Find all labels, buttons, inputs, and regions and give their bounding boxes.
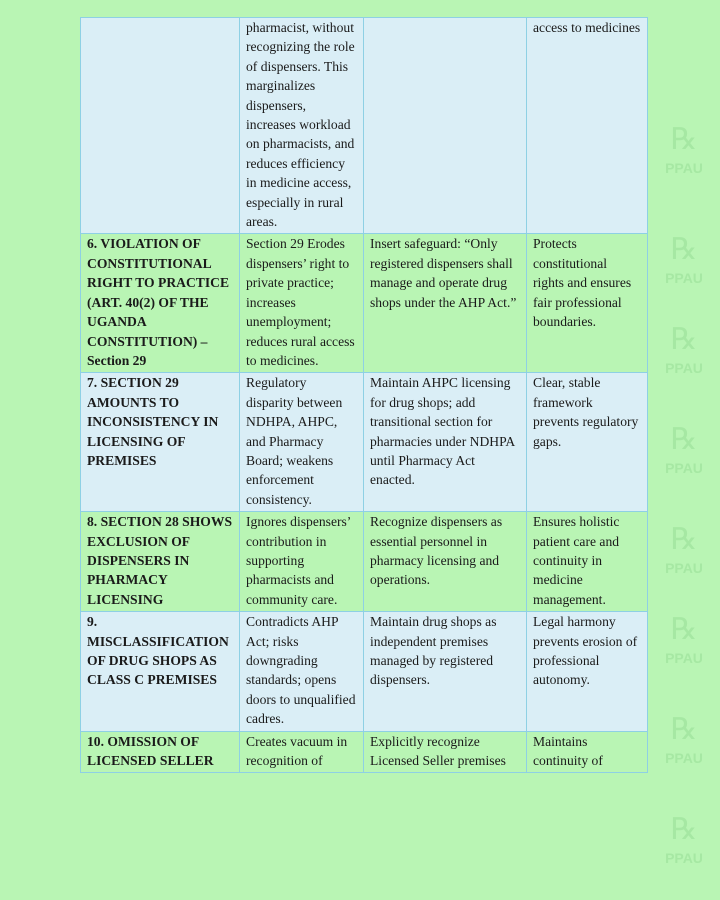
rx-mortar-pestle-icon: ℞ (670, 423, 698, 456)
rx-mortar-pestle-icon: ℞ (670, 713, 698, 746)
table-row (81, 731, 648, 773)
watermark-logo (656, 610, 712, 680)
watermark-logo (656, 810, 712, 880)
impact-cell: Regulatory disparity between NDHPA, AHPC, and Pharmacy Board; weakens enforcement consistency. (240, 373, 364, 512)
recommendation-cell: Maintain drug shops as independent premises managed by registered dispensers. (364, 612, 527, 731)
table-row (81, 234, 648, 373)
rx-mortar-pestle-icon: ℞ (670, 813, 698, 846)
issue-cell: 8. SECTION 28 SHOWS EXCLUSION OF DISPENSERS IN PHARMACY LICENSING (81, 512, 240, 612)
impact-cell: Creates vacuum in recognition of (240, 731, 364, 773)
rx-mortar-pestle-icon: ℞ (670, 523, 698, 556)
table-row (81, 612, 648, 731)
table-row (81, 512, 648, 612)
recommendation-cell: Maintain AHPC licensing for drug shops; add transitional section for pharmacies under NDHPA until Pharmacy Act enacted. (364, 373, 527, 512)
watermark-logo (656, 520, 712, 590)
watermark-logo (656, 230, 712, 300)
impact-cell: Ignores dispensers’ contribution in supporting pharmacists and community care. (240, 512, 364, 612)
rx-mortar-pestle-icon: ℞ (670, 233, 698, 266)
watermark-logo (656, 120, 712, 190)
impact-cell: Contradicts AHP Act; risks downgrading standards; opens doors to unqualified cadres. (240, 612, 364, 731)
rx-mortar-pestle-icon: ℞ (670, 323, 698, 356)
justification-cell: Legal harmony prevents erosion of professional autonomy. (527, 612, 648, 731)
issue-cell (81, 18, 240, 234)
issue-cell: 6. VIOLATION OF CONSTITUTIONAL RIGHT TO PRACTICE (ART. 40(2) OF THE UGANDA CONSTITUTION) – Section 29 (81, 234, 240, 373)
table-row (81, 18, 648, 234)
recommendation-cell: Insert safeguard: “Only registered dispensers shall manage and operate drug shops under the AHP Act.” (364, 234, 527, 373)
watermark-logo (656, 420, 712, 490)
impact-cell: pharmacist, without recognizing the role of dispensers. This marginalizes dispensers, increases workload on pharmacists, and reduces efficiency in medicine access, especially in rural areas. (240, 18, 364, 234)
policy-review-table (80, 17, 648, 773)
watermark-logo (656, 710, 712, 780)
watermark-logo (656, 320, 712, 390)
recommendation-cell: Recognize dispensers as essential personnel in pharmacy licensing and operations. (364, 512, 527, 612)
table-row (81, 373, 648, 512)
recommendation-cell: Explicitly recognize Licensed Seller premises (364, 731, 527, 773)
watermark-text: PPAU (665, 850, 703, 866)
justification-cell: access to medicines (527, 18, 648, 234)
watermark-text: PPAU (665, 560, 703, 576)
rx-mortar-pestle-icon: ℞ (670, 123, 698, 156)
recommendation-cell (364, 18, 527, 234)
justification-cell: Maintains continuity of (527, 731, 648, 773)
watermark-text: PPAU (665, 160, 703, 176)
issue-cell: 10. OMISSION OF LICENSED SELLER (81, 731, 240, 773)
rx-mortar-pestle-icon: ℞ (670, 613, 698, 646)
watermark-text: PPAU (665, 650, 703, 666)
justification-cell: Protects constitutional rights and ensures fair professional boundaries. (527, 234, 648, 373)
justification-cell: Clear, stable framework prevents regulatory gaps. (527, 373, 648, 512)
justification-cell: Ensures holistic patient care and continuity in medicine management. (527, 512, 648, 612)
watermark-text: PPAU (665, 360, 703, 376)
watermark-text: PPAU (665, 270, 703, 286)
watermark-text: PPAU (665, 750, 703, 766)
impact-cell: Section 29 Erodes dispensers’ right to private practice; increases unemployment; reduces rural access to medicines. (240, 234, 364, 373)
issue-cell: 7. SECTION 29 AMOUNTS TO INCONSISTENCY IN LICENSING OF PREMISES (81, 373, 240, 512)
watermark-text: PPAU (665, 460, 703, 476)
issue-cell: 9. MISCLASSIFICATION OF DRUG SHOPS AS CLASS C PREMISES (81, 612, 240, 731)
